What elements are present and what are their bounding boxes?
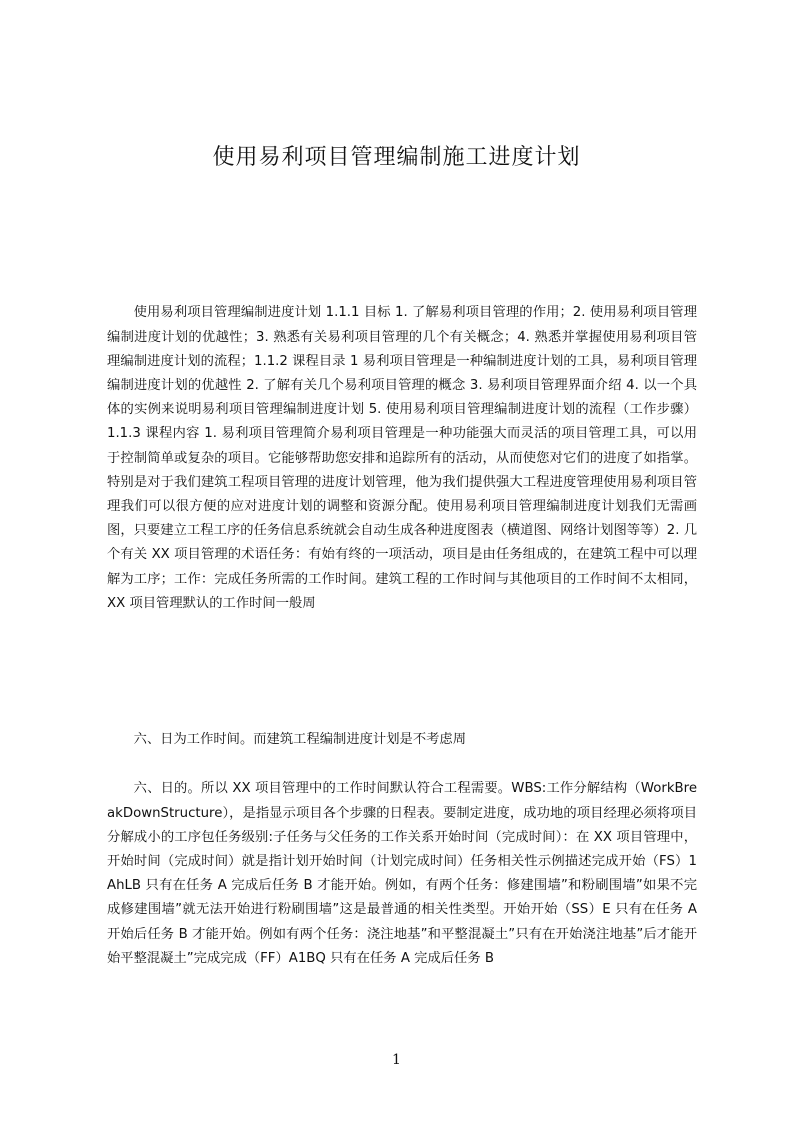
- body-paragraph: 六、日的。所以 XX 项目管理中的工作时间默认符合工程需要。WBS:工作分解结构（WorkBreakDownStructure），是指显示项目各个步骤的日程表。要制定进度，成功地的项目经理必须将项目分解成小的工序包任务级别:子任务与父任务的工作关系开始时间（完成时间）：在 XX 项目管理中，开始时间（完成时间）就是指计划开始时间（计划完成时间）任务相关性示例描述完成开始（FS）1AhLB 只有在任务 A 完成后任务 B 才能开始。例如，有两个任务：修建围墙”和粉刷围墙”如果不完成修建围墙”就无法开始进行粉刷围墙”这是最普通的相关性类型。开始开始（SS）E 只有在任务 A 开始后任务 B 才能开始。例如有两个任务：浇注地基”和平整混凝土”只有在开始浇注地基”后才能开始平整混凝土”完成完成（FF）A1BQ 只有在任务 A 完成后任务 B: [107, 781, 697, 966]
- page-number: 1: [392, 1052, 401, 1068]
- body-paragraph: 六、日为工作时间。而建筑工程编制进度计划是不考虑周: [133, 732, 467, 748]
- body-paragraph: 使用易利项目管理编制进度计划 1.1.1 目标 1. 了解易利项目管理的作用；2. 使用易利项目管理编制进度计划的优越性；3. 熟悉有关易利项目管理的几个有关概念；4. 熟悉并掌握使用易利项目管理编制进度计划的流程；1.1.2 课程目录 1 易利项目管理是一种编制进度计划的工具，易利项目管理编制进度计划的优越性 2. 了解有关几个易利项目管理的概念 3. 易利项目管理界面介绍 4. 以一个具体的实例来说明易利项目管理编制进度计划 5. 使用易利项目管理编制进度计划的流程（工作步骤） 1.1.3 课程内容 1. 易利项目管理简介易利项目管理是一种功能强大而灵活的项目管理工具，可以用于控制简单或复杂的项目。它能够帮助您安排和追踪所有的活动，从而使您对它们的进度了如指掌。特别是对于我们建筑工程项目管理的进度计划管理，他为我们提供强大工程进度管理使用易利项目管理我们可以很方便的应对进度计划的调整和资源分配。使用易利项目管理编制进度计划我们无需画图，只要建立工程工序的任务信息系统就会自动生成各种进度图表（横道图、网络计划图等等）2. 几个有关 XX 项目管理的术语任务：有始有终的一项活动，项目是由任务组成的，在建筑工程中可以理解为工序；工作：完成任务所需的工作时间。建筑工程的工作时间与其他项目的工作时间不太相同，XX 项目管理默认的工作时间一般周: [107, 305, 697, 611]
- document-title: 使用易利项目管理编制施工进度计划: [212, 145, 581, 170]
